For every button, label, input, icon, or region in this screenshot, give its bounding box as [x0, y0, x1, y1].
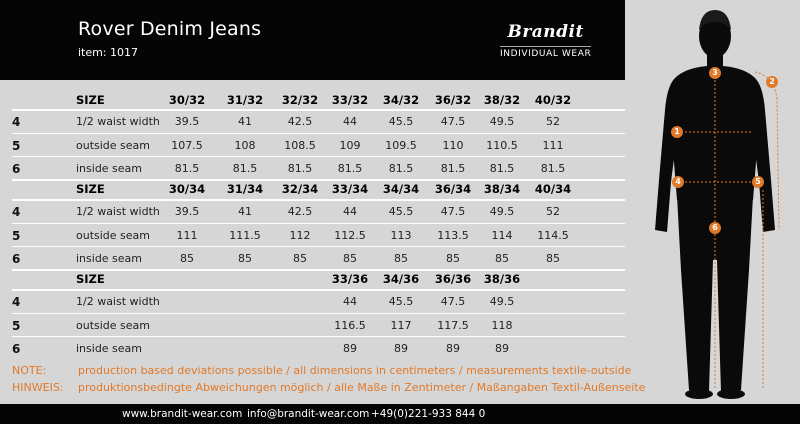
size-cell: 38/32 [483, 93, 521, 107]
website-link[interactable]: www.brandit-wear.com [122, 408, 243, 420]
size-cell: 32/34 [281, 182, 319, 196]
hinweis-key: HINWEIS: [12, 381, 64, 394]
divider [12, 246, 625, 247]
measure-number: 4 [12, 115, 21, 129]
brand-tagline: INDIVIDUAL WEAR [500, 46, 591, 59]
table-cell: 85 [343, 252, 357, 265]
divider [12, 133, 625, 134]
hinweis-text: produktionsbedingte Abweichungen möglich / alle Maße in Zentimeter / Maßangaben Textil-Außenseite [78, 381, 646, 394]
email-link[interactable]: info@brandit-wear.com [247, 408, 370, 420]
table-cell: 81.5 [440, 162, 466, 175]
table-cell: 85 [495, 252, 509, 265]
table-cell: 39.5 [174, 115, 200, 128]
table-cell: 85 [446, 252, 460, 265]
size-cell: 38/36 [483, 272, 521, 286]
size-label: SIZE [76, 182, 105, 196]
table-cell: 108.5 [284, 139, 316, 152]
size-cell: 38/34 [483, 182, 521, 196]
size-cell: 31/32 [226, 93, 264, 107]
table-cell: 52 [546, 115, 560, 128]
table-cell: 41 [238, 205, 252, 218]
size-label: SIZE [76, 93, 105, 107]
measure-number: 4 [12, 295, 21, 309]
note-text: production based deviations possible / all dimensions in centimeters / measurements textile-outside [78, 364, 632, 377]
footer-bar [0, 404, 800, 424]
note-row-en [0, 364, 632, 380]
table-cell: 44 [343, 205, 357, 218]
body-measurement-figure [625, 0, 800, 404]
item-number: item: 1017 [78, 46, 139, 59]
table-cell: 110.5 [486, 139, 518, 152]
table-cell: 44 [343, 115, 357, 128]
divider [12, 156, 625, 157]
table-cell: 81.5 [287, 162, 313, 175]
table-cell: 42.5 [287, 205, 313, 218]
table-cell: 45.5 [388, 205, 414, 218]
table-cell: 81.5 [337, 162, 363, 175]
table-cell: 41 [238, 115, 252, 128]
measure-mark-6: 6 [709, 222, 721, 234]
measure-number: 6 [12, 162, 21, 176]
measure-label: outside seam [76, 319, 151, 332]
header-bar [0, 0, 625, 80]
table-row [0, 338, 625, 360]
table-cell: 85 [394, 252, 408, 265]
table-row [0, 201, 625, 223]
table-row [0, 291, 625, 313]
size-cell: 33/34 [331, 182, 369, 196]
table-cell: 111 [542, 139, 564, 152]
divider [12, 313, 625, 314]
table-cell: 49.5 [489, 295, 515, 308]
table-cell: 113.5 [437, 229, 469, 242]
size-cell: 36/36 [434, 272, 472, 286]
table-cell: 109 [339, 139, 361, 152]
table-cell: 114.5 [537, 229, 569, 242]
table-cell: 114 [491, 229, 513, 242]
table-row [0, 111, 625, 133]
table-cell: 112 [289, 229, 311, 242]
note-key: NOTE: [12, 364, 47, 377]
table-cell: 110 [442, 139, 464, 152]
table-cell: 49.5 [489, 115, 515, 128]
size-header-row [0, 267, 625, 289]
table-cell: 89 [495, 342, 509, 355]
product-title: Rover Denim Jeans [78, 18, 262, 40]
table-cell: 85 [180, 252, 194, 265]
table-cell: 45.5 [388, 295, 414, 308]
size-cell: 32/32 [281, 93, 319, 107]
table-cell: 89 [446, 342, 460, 355]
measure-label: 1/2 waist width [76, 205, 160, 218]
table-cell: 85 [293, 252, 307, 265]
measure-label: inside seam [76, 342, 143, 355]
size-label: SIZE [76, 272, 105, 286]
measure-label: inside seam [76, 252, 143, 265]
table-cell: 117.5 [437, 319, 469, 332]
size-cell: 40/34 [534, 182, 572, 196]
measure-mark-4: 4 [672, 176, 684, 188]
table-cell: 85 [238, 252, 252, 265]
size-cell: 31/34 [226, 182, 264, 196]
table-cell: 109.5 [385, 139, 417, 152]
table-cell: 47.5 [440, 115, 466, 128]
table-cell: 89 [343, 342, 357, 355]
table-cell: 44 [343, 295, 357, 308]
divider [12, 336, 625, 337]
table-cell: 42.5 [287, 115, 313, 128]
table-cell: 89 [394, 342, 408, 355]
size-cell: 36/32 [434, 93, 472, 107]
table-row [0, 315, 625, 337]
brand-logo [500, 22, 591, 59]
measure-label: 1/2 waist width [76, 115, 160, 128]
body-silhouette [625, 0, 800, 404]
measure-number: 6 [12, 252, 21, 266]
measure-mark-3: 3 [709, 67, 721, 79]
measure-label: outside seam [76, 139, 151, 152]
table-cell: 118 [491, 319, 513, 332]
table-cell: 81.5 [489, 162, 515, 175]
table-cell: 117 [390, 319, 412, 332]
table-row [0, 225, 625, 247]
phone-number: +49(0)221-933 844 0 [371, 408, 486, 420]
table-cell: 111.5 [229, 229, 261, 242]
size-cell: 34/36 [382, 272, 420, 286]
measure-number: 6 [12, 342, 21, 356]
table-cell: 52 [546, 205, 560, 218]
size-cell: 30/32 [168, 93, 206, 107]
table-cell: 107.5 [171, 139, 203, 152]
table-cell: 111 [176, 229, 198, 242]
measure-number: 5 [12, 139, 21, 153]
size-cell: 33/32 [331, 93, 369, 107]
table-cell: 108 [234, 139, 256, 152]
measure-mark-1: 1 [671, 126, 683, 138]
size-cell: 33/36 [331, 272, 369, 286]
size-header-row [0, 88, 625, 110]
size-cell: 40/32 [534, 93, 572, 107]
measure-number: 4 [12, 205, 21, 219]
table-cell: 47.5 [440, 205, 466, 218]
brand-name: Brandit [507, 22, 584, 42]
measure-label: inside seam [76, 162, 143, 175]
measure-label: outside seam [76, 229, 151, 242]
table-cell: 45.5 [388, 115, 414, 128]
table-cell: 116.5 [334, 319, 366, 332]
table-row [0, 135, 625, 157]
measure-number: 5 [12, 319, 21, 333]
table-cell: 49.5 [489, 205, 515, 218]
note-row-de [0, 381, 646, 397]
size-cell: 34/32 [382, 93, 420, 107]
table-cell: 112.5 [334, 229, 366, 242]
divider [12, 223, 625, 224]
table-cell: 113 [390, 229, 412, 242]
measure-mark-5: 5 [752, 176, 764, 188]
measure-number: 5 [12, 229, 21, 243]
table-cell: 39.5 [174, 205, 200, 218]
measure-label: 1/2 waist width [76, 295, 160, 308]
size-cell: 34/34 [382, 182, 420, 196]
size-cell: 30/34 [168, 182, 206, 196]
table-cell: 81.5 [388, 162, 414, 175]
size-cell: 36/34 [434, 182, 472, 196]
table-cell: 81.5 [174, 162, 200, 175]
size-header-row [0, 177, 625, 199]
measure-mark-2: 2 [766, 76, 778, 88]
table-cell: 81.5 [232, 162, 258, 175]
table-cell: 81.5 [540, 162, 566, 175]
table-cell: 47.5 [440, 295, 466, 308]
table-cell: 85 [546, 252, 560, 265]
